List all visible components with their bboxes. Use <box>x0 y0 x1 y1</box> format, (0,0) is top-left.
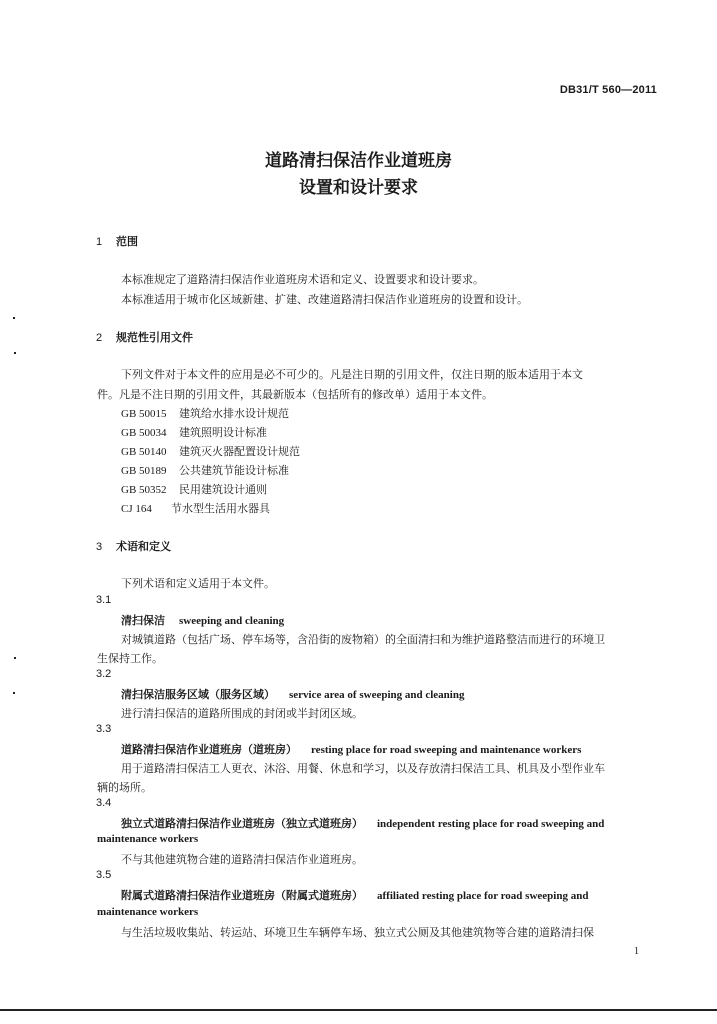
term-definition: 与生活垃圾收集站、转运站、环境卫生车辆停车场、独立式公厕及其他建筑物等合建的道路清扫保 <box>121 926 594 939</box>
document-title: 道路清扫保洁作业道班房 <box>265 151 452 171</box>
term-heading: 清扫保洁服务区域（服务区域） service area of sweeping and cleaning <box>121 688 465 701</box>
scan-mark <box>13 692 15 694</box>
term-heading: 清扫保洁 sweeping and cleaning <box>121 614 285 627</box>
scan-mark <box>14 657 16 659</box>
term-number: 3.5 <box>96 869 112 881</box>
paragraph: 本标准适用于城市化区域新建、扩建、改建道路清扫保洁作业道班房的设置和设计。 <box>121 293 528 306</box>
term-heading: 附属式道路清扫保洁作业道班房（附属式道班房） affiliated resting place for road sweeping and <box>121 889 589 902</box>
document-id: DB31/T 560—2011 <box>559 84 657 96</box>
reference-item: GB 50140 建筑灭火器配置设计规范 <box>121 445 300 458</box>
term-definition: 进行清扫保洁的道路所围成的封闭或半封闭区域。 <box>121 707 363 720</box>
section-heading-scope <box>96 233 138 249</box>
bottom-rule <box>0 1009 717 1011</box>
reference-item: CJ 164 节水型生活用水器具 <box>121 502 270 515</box>
section-title: 规范性引用文件 <box>116 331 193 344</box>
scan-mark <box>13 317 15 319</box>
reference-item: GB 50189 公共建筑节能设计标准 <box>121 464 289 477</box>
section-title: 术语和定义 <box>116 540 171 553</box>
section-number: 2 <box>96 332 103 344</box>
term-heading: 独立式道路清扫保洁作业道班房（独立式道班房） independent resting place for road sweeping and <box>121 817 605 830</box>
section-heading-normative-references <box>96 329 193 345</box>
paragraph: 下列术语和定义适用于本文件。 <box>121 577 275 590</box>
term-definition: 生保持工作。 <box>97 652 163 665</box>
term-definition: 不与其他建筑物合建的道路清扫保洁作业道班房。 <box>121 853 363 866</box>
reference-item: GB 50352 民用建筑设计通则 <box>121 483 267 496</box>
term-number: 3.1 <box>96 594 112 606</box>
page-number: 1 <box>634 946 639 957</box>
paragraph: 件。凡是不注日期的引用文件，其最新版本（包括所有的修改单）适用于本文件。 <box>97 388 493 401</box>
section-number: 1 <box>96 236 103 248</box>
scan-mark <box>14 352 16 354</box>
reference-item: GB 50034 建筑照明设计标准 <box>121 426 267 439</box>
section-heading-terms-and-definitions <box>96 538 171 554</box>
document-subtitle: 设置和设计要求 <box>299 178 418 198</box>
term-heading-continuation: maintenance workers <box>97 906 199 918</box>
section-number: 3 <box>96 541 103 553</box>
term-definition: 用于道路清扫保洁工人更衣、沐浴、用餐、休息和学习，以及存放清扫保洁工具、机具及小型作业车 <box>121 762 605 775</box>
term-number: 3.4 <box>96 797 112 809</box>
term-number: 3.2 <box>96 668 112 680</box>
term-heading: 道路清扫保洁作业道班房（道班房） resting place for road sweeping and maintenance workers <box>121 743 582 756</box>
term-number: 3.3 <box>96 723 112 735</box>
term-definition: 对城镇道路（包括广场、停车场等，含沿街的废物箱）的全面清扫和为维护道路整洁而进行的环境卫 <box>121 633 605 646</box>
section-title: 范围 <box>116 235 138 248</box>
term-heading-continuation: maintenance workers <box>97 833 199 845</box>
paragraph: 本标准规定了道路清扫保洁作业道班房术语和定义、设置要求和设计要求。 <box>121 273 484 286</box>
term-definition: 辆的场所。 <box>97 781 152 794</box>
paragraph: 下列文件对于本文件的应用是必不可少的。凡是注日期的引用文件，仅注日期的版本适用于本文 <box>121 368 583 381</box>
reference-item: GB 50015 建筑给水排水设计规范 <box>121 407 289 420</box>
